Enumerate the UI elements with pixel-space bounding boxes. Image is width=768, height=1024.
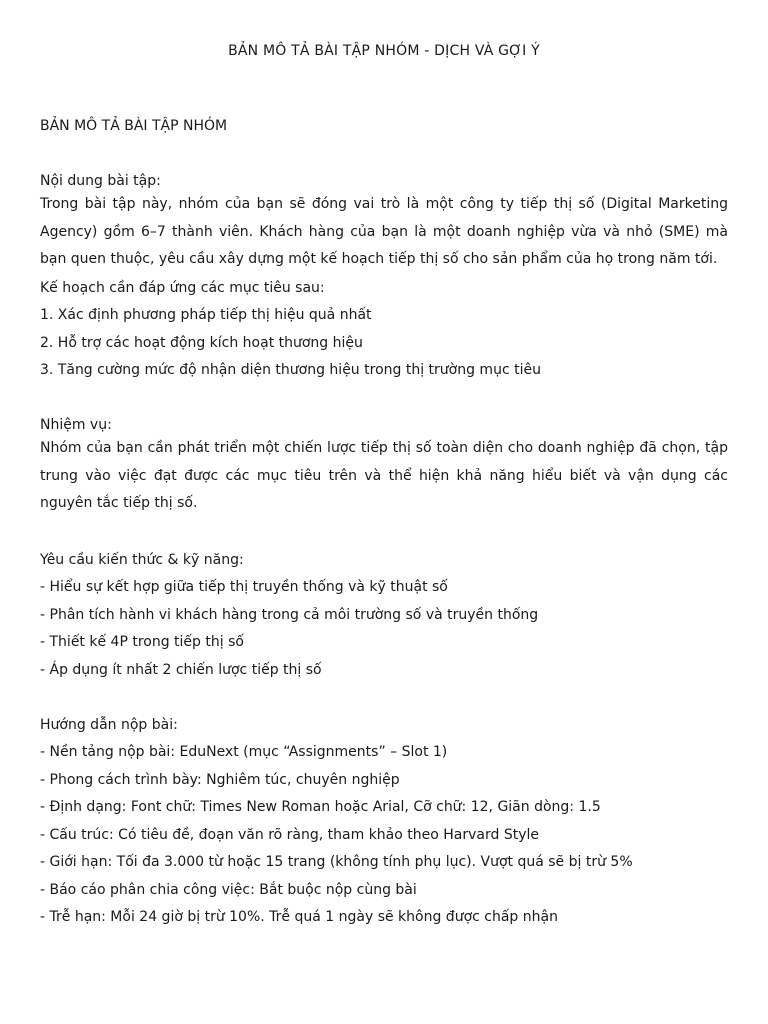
document-body xyxy=(40,116,728,935)
submission-item: - Nền tảng nộp bài: EduNext (mục “Assignments” – Slot 1) xyxy=(40,744,448,760)
goal-item: 2. Hỗ trợ các hoạt động kích hoạt thương hiệu xyxy=(40,334,363,351)
spacer xyxy=(40,144,728,172)
submission-item: - Phong cách trình bày: Nghiêm túc, chuyên nghiệp xyxy=(40,771,400,788)
skill-item: - Hiểu sự kết hợp giữa tiếp thị truyền thống và kỹ thuật số xyxy=(40,579,448,595)
submission-item: - Định dạng: Font chữ: Times New Roman hoặc Arial, Cỡ chữ: 12, Giãn dòng: 1.5 xyxy=(40,799,601,815)
submission-item: - Giới hạn: Tối đa 3.000 từ hoặc 15 trang (không tính phụ lục). Vượt quá sẽ bị trừ 5% xyxy=(40,854,633,870)
goal-item: 3. Tăng cường mức độ nhận diện thương hiệu trong thị trường mục tiêu xyxy=(40,362,541,378)
submission-item: - Báo cáo phân chia công việc: Bắt buộc nộp cùng bài xyxy=(40,881,417,898)
content-heading: Nội dung bài tập: xyxy=(40,173,161,189)
spacer xyxy=(40,388,728,416)
document-subtitle: BẢN MÔ TẢ BÀI TẬP NHÓM xyxy=(40,118,228,134)
spacer xyxy=(40,518,728,550)
task-heading: Nhiệm vụ: xyxy=(40,417,112,433)
goals-intro: Kế hoạch cần đáp ứng các mục tiêu sau: xyxy=(40,279,325,296)
task-paragraph: Nhóm của bạn cần phát triển một chiến lược tiếp thị số toàn diện cho doanh nghiệp đã chọn, tập trung vào việc đạt được các mục tiêu trên và thể hiện khả năng hiểu biết và vận dụng các nguyên tắc tiếp thị số. xyxy=(40,440,728,511)
skill-item: - Áp dụng ít nhất 2 chiến lược tiếp thị số xyxy=(40,661,322,678)
content-paragraph: Trong bài tập này, nhóm của bạn sẽ đóng vai trò là một công ty tiếp thị số (Digital Marketing Agency) gồm 6–7 thành viên. Khách hàng của bạn là một doanh nghiệp vừa và nhỏ (SME) mà bạn quen thuộc, yêu cầu xây dựng một kế hoạch tiếp thị số cho sản phẩm của họ trong năm tới. xyxy=(40,196,728,267)
skill-item: - Phân tích hành vi khách hàng trong cả môi trường số và truyền thống xyxy=(40,606,539,623)
submission-item: - Cấu trúc: Có tiêu đề, đoạn văn rõ ràng, tham khảo theo Harvard Style xyxy=(40,826,540,843)
submission-item: - Trễ hạn: Mỗi 24 giờ bị trừ 10%. Trễ quá 1 ngày sẽ không được chấp nhận xyxy=(40,909,558,925)
skills-heading: Yêu cầu kiến thức & kỹ năng: xyxy=(40,551,244,568)
skill-item: - Thiết kế 4P trong tiếp thị số xyxy=(40,634,244,650)
submission-heading: Hướng dẫn nộp bài: xyxy=(40,716,178,733)
goal-item: 1. Xác định phương pháp tiếp thị hiệu quả nhất xyxy=(40,307,372,323)
spacer xyxy=(40,687,728,715)
document-title: BẢN MÔ TẢ BÀI TẬP NHÓM - DỊCH VÀ GỢI Ý xyxy=(228,43,540,59)
